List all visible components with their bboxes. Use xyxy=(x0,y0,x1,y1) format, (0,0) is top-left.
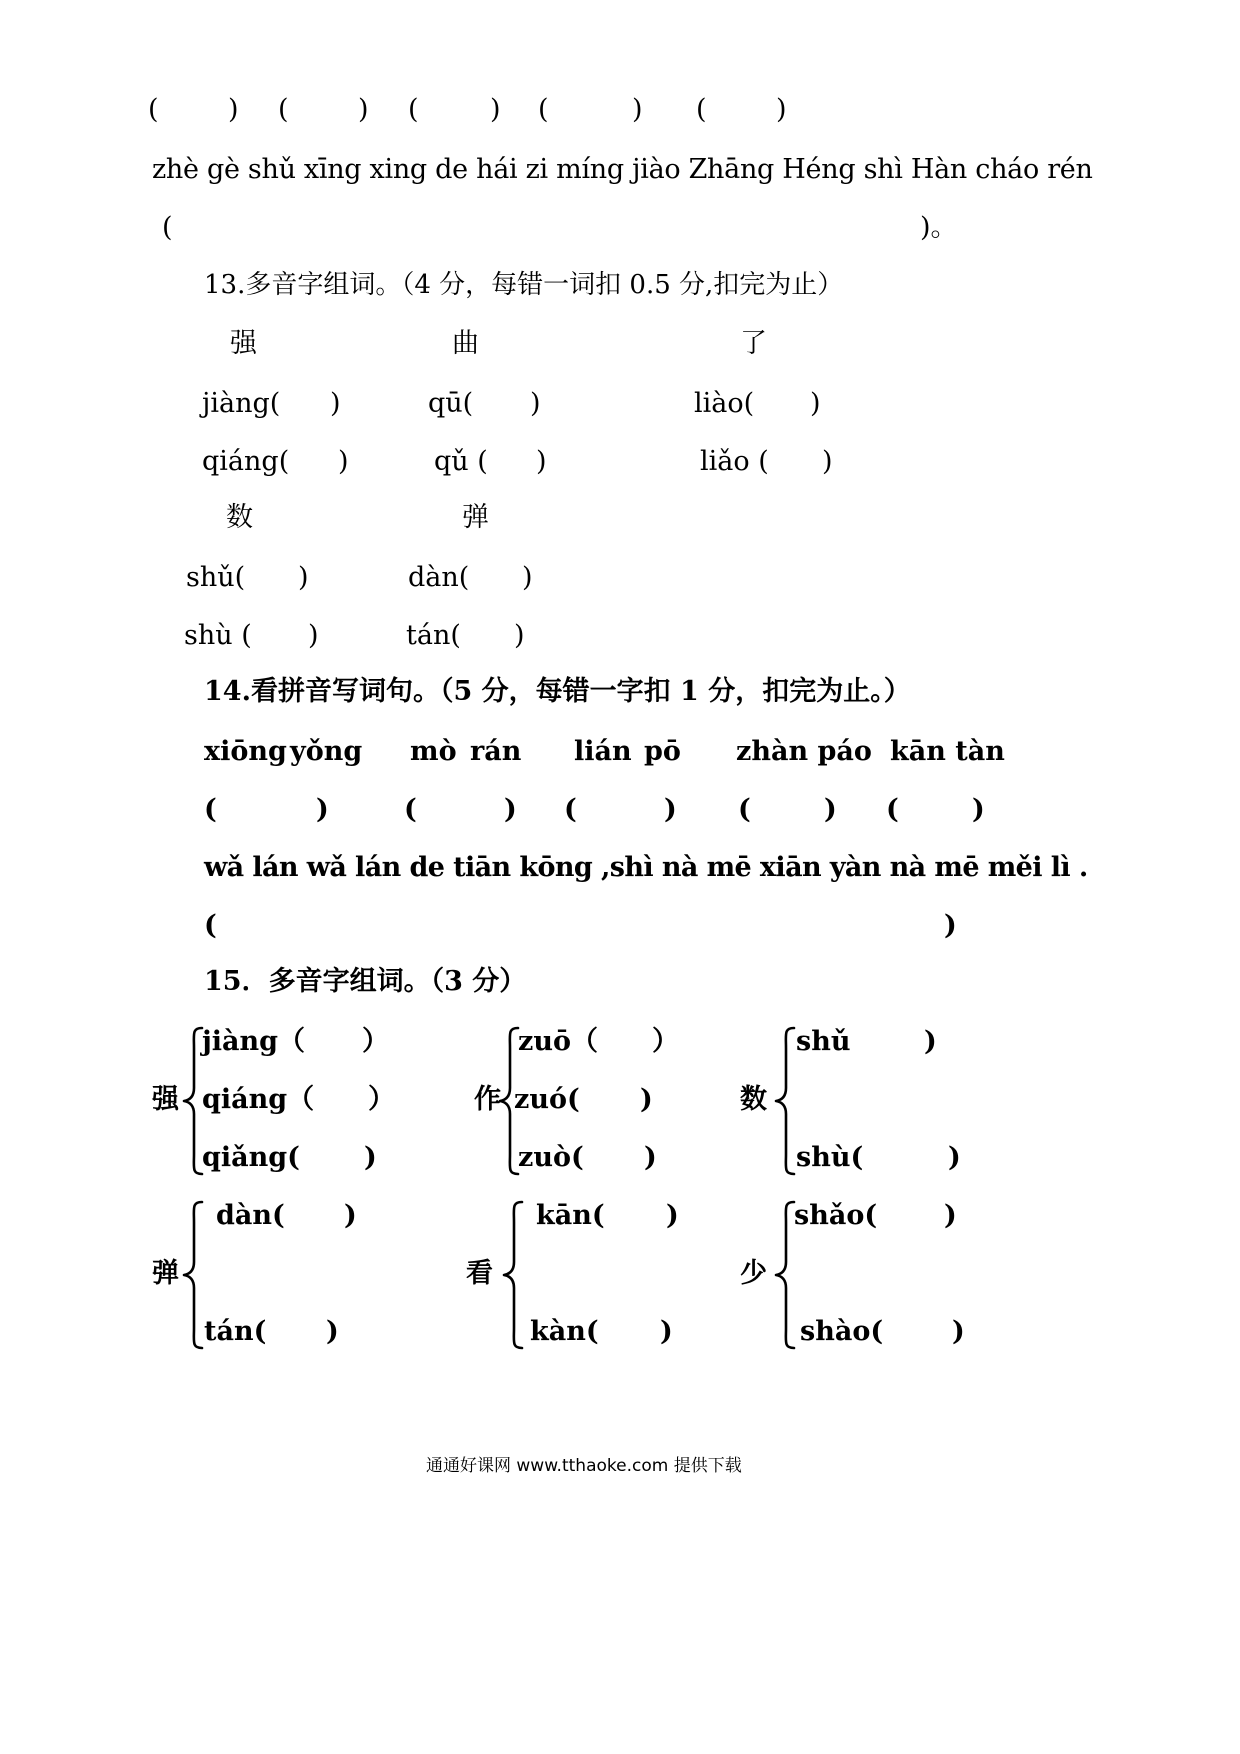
blank-open-paren: ( xyxy=(148,94,159,125)
q13-pinyin: jiàng( xyxy=(202,388,281,419)
q15-close-paren: ) xyxy=(364,1142,377,1173)
q15-close-paren: ) xyxy=(644,1142,657,1173)
q13-pinyin: shǔ( xyxy=(186,562,246,593)
q14-close-paren: ) xyxy=(824,794,837,825)
q14-pinyin-word: lián xyxy=(574,736,632,767)
q14-open-paren: ( xyxy=(204,794,217,825)
blank-close-paren: ) xyxy=(358,94,369,125)
q14-close-paren: ) xyxy=(664,794,677,825)
q15-pinyin: qiáng（ xyxy=(202,1084,315,1115)
q15-close-paren: ) xyxy=(326,1316,339,1347)
q15-pinyin: shù( xyxy=(796,1142,864,1173)
q15-char: 强 xyxy=(152,1084,179,1115)
q14-open-paren: ( xyxy=(738,794,751,825)
q15-close-paren: ) xyxy=(640,1084,653,1115)
blank-close-paren: ) xyxy=(776,94,787,125)
q13-char: 了 xyxy=(740,328,767,359)
q14-pinyin-word: pō xyxy=(644,736,681,767)
q15-pinyin: zuó( xyxy=(514,1084,580,1115)
page-footer: 通通好课网 www.tthaoke.com 提供下载 xyxy=(426,1456,742,1476)
q15-char: 弹 xyxy=(152,1258,179,1289)
q15-close-paren: ) xyxy=(666,1200,679,1231)
q13-pinyin: qū( xyxy=(428,388,474,419)
q14-open-paren: ( xyxy=(564,794,577,825)
q15-pinyin: zuō（ xyxy=(518,1026,598,1057)
q13-close-paren: ) xyxy=(514,620,525,651)
q14-open-paren: ( xyxy=(886,794,899,825)
blank-close-paren: ) xyxy=(490,94,501,125)
q14-pinyin-word: xiōng xyxy=(204,736,287,767)
q15-close-paren: ) xyxy=(344,1200,357,1231)
q13-char: 弹 xyxy=(462,502,489,533)
q15-pinyin: dàn( xyxy=(216,1200,285,1231)
q15-close-paren: ) xyxy=(944,1200,957,1231)
q14-pinyin-word: kān tàn xyxy=(890,736,1005,767)
q13-close-paren: ) xyxy=(530,388,541,419)
q15-pinyin: shǔ xyxy=(796,1026,851,1057)
q15-close-paren: ) xyxy=(952,1316,965,1347)
q14-close-paren: ) xyxy=(316,794,329,825)
q15-pinyin: qiǎng( xyxy=(202,1142,300,1173)
q15-pinyin: kān( xyxy=(536,1200,605,1231)
q13-close-paren: ) xyxy=(338,446,349,477)
q13-close-paren: ) xyxy=(810,388,821,419)
blank-open-paren: ( xyxy=(696,94,707,125)
q13-close-paren: ) xyxy=(298,562,309,593)
q15-char: 看 xyxy=(466,1258,493,1289)
blank-open-paren: ( xyxy=(408,94,419,125)
q15-pinyin: kàn( xyxy=(530,1316,599,1347)
q14-sentence-pinyin: wǎ lán wǎ lán de tiān kōng ,shì nà mē xiān yàn nà mē měi lì . xyxy=(204,852,1088,883)
q15-char: 少 xyxy=(740,1258,767,1289)
q14-answer-close-paren: ) xyxy=(944,910,957,941)
q15-pinyin: jiàng（ xyxy=(202,1026,306,1057)
q13-pinyin: qiáng( xyxy=(202,446,290,477)
q13-pinyin: liǎo ( xyxy=(700,446,769,477)
q13-pinyin: liào( xyxy=(694,388,755,419)
q14-pinyin-word: yǒng xyxy=(290,736,363,767)
blank-open-paren: ( xyxy=(278,94,289,125)
q15-close-paren: ) xyxy=(948,1142,961,1173)
q15-pinyin: shào( xyxy=(800,1316,884,1347)
q13-heading: 13.多音字组词。（4 分，每错一词扣 0.5 分,扣完为止） xyxy=(204,270,844,300)
q15-close-paren: ） xyxy=(652,1026,679,1057)
q13-pinyin: dàn( xyxy=(408,562,470,593)
q15-char: 作 xyxy=(474,1084,501,1115)
q15-heading: 15．多音字组词。（3 分） xyxy=(204,966,527,997)
q13-pinyin: qǔ ( xyxy=(434,446,488,477)
answer-open-paren: ( xyxy=(162,212,173,243)
q14-close-paren: ) xyxy=(504,794,517,825)
q14-open-paren: ( xyxy=(404,794,417,825)
q13-pinyin: tán( xyxy=(406,620,461,651)
q14-heading: 14.看拼音写词句。（5 分，每错一字扣 1 分，扣完为止。） xyxy=(204,676,911,707)
q14-pinyin-word: mò xyxy=(410,736,457,767)
blank-close-paren: ) xyxy=(228,94,239,125)
q13-pinyin: shù ( xyxy=(184,620,252,651)
q15-close-paren: ) xyxy=(660,1316,673,1347)
q14-answer-open-paren: ( xyxy=(204,910,217,941)
q15-pinyin: shǎo( xyxy=(794,1200,878,1231)
q15-close-paren: ） xyxy=(362,1026,389,1057)
q14-pinyin-word: rán xyxy=(470,736,522,767)
q15-pinyin: tán( xyxy=(204,1316,267,1347)
q13-close-paren: ) xyxy=(536,446,547,477)
q13-close-paren: ) xyxy=(308,620,319,651)
q15-close-paren: ) xyxy=(924,1026,937,1057)
q13-close-paren: ) xyxy=(330,388,341,419)
q13-char: 数 xyxy=(226,502,253,533)
sentence-pinyin: zhè gè shǔ xīng xing de hái zi míng jiào Zhāng Héng shì Hàn cháo rén xyxy=(152,154,1093,185)
q15-close-paren: ） xyxy=(368,1084,395,1115)
brace-icon xyxy=(500,1200,530,1350)
q15-pinyin: zuò( xyxy=(518,1142,584,1173)
q13-close-paren: ) xyxy=(522,562,533,593)
blank-close-paren: ) xyxy=(632,94,643,125)
q13-char: 曲 xyxy=(452,328,479,359)
q15-char: 数 xyxy=(740,1084,767,1115)
q14-close-paren: ) xyxy=(972,794,985,825)
q14-pinyin-word: zhàn páo xyxy=(736,736,872,767)
q13-char: 强 xyxy=(230,328,257,359)
blank-open-paren: ( xyxy=(538,94,549,125)
q13-close-paren: ) xyxy=(822,446,833,477)
answer-close-paren: )。 xyxy=(920,212,958,243)
